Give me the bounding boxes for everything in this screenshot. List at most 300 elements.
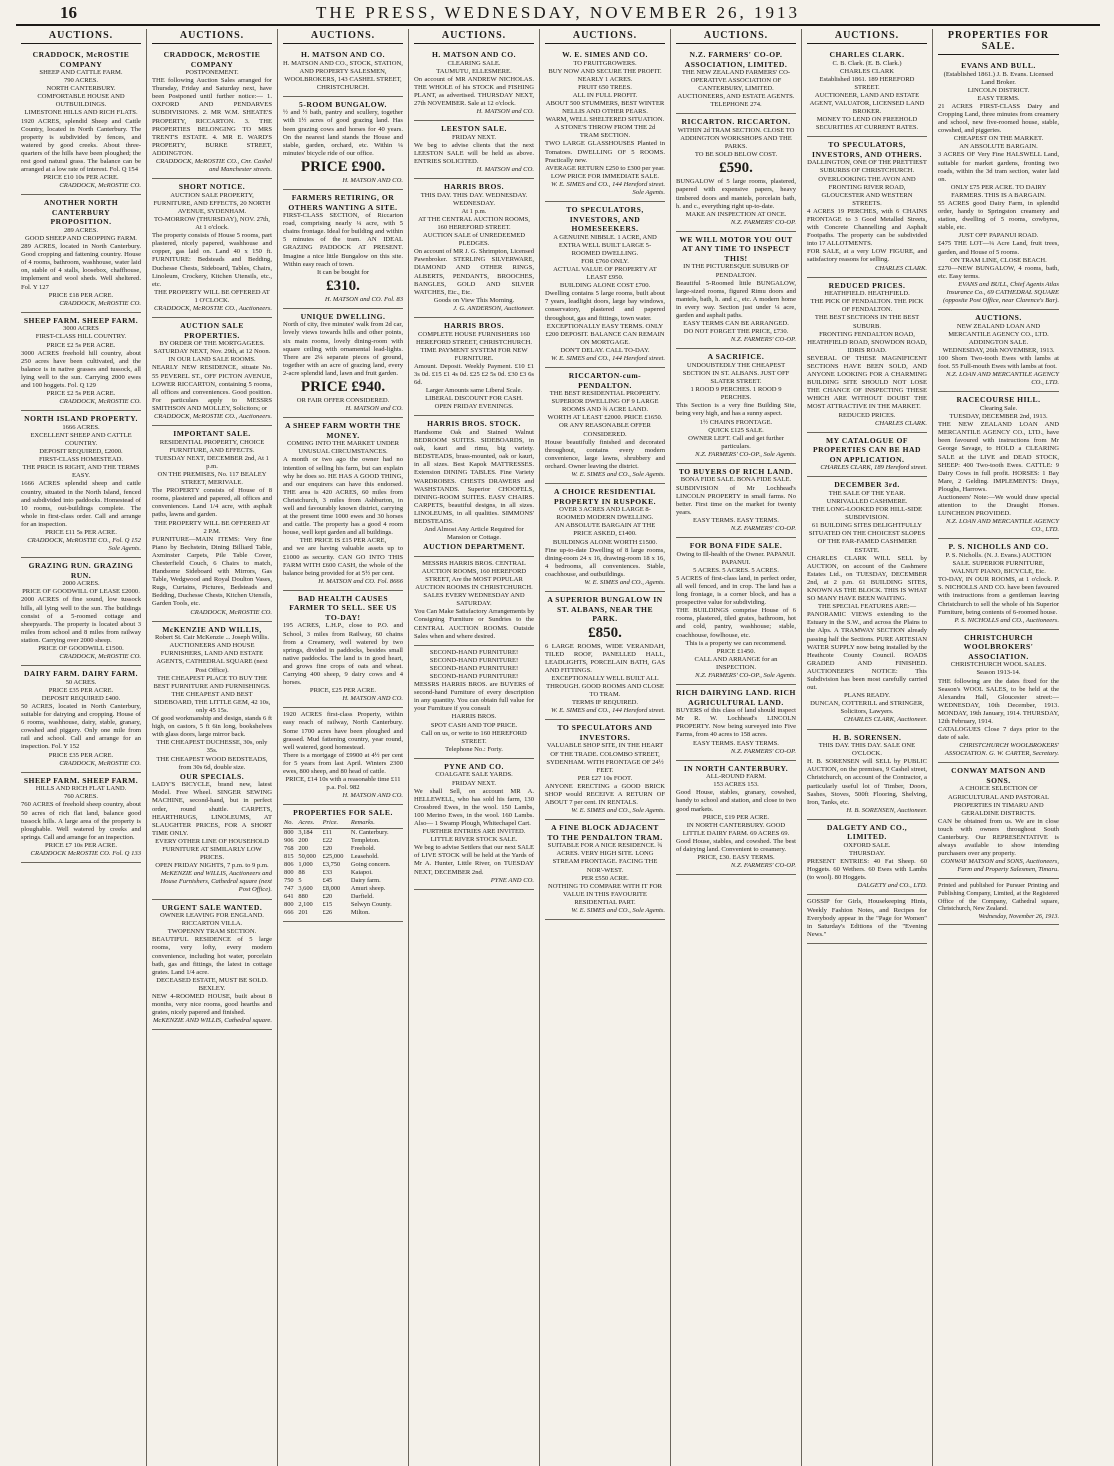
ad-heading: HARRIS BROS. — [443, 182, 504, 192]
ad-text: NOTHING TO COMPARE WITH IT FOR VALUE IN THIS FAVOURITE RESIDENTIAL PART. — [547, 882, 663, 906]
advertisement — [414, 557, 534, 646]
ad-text: COALGATE SALE YARDS. — [435, 771, 513, 779]
ad-text: BUILDING ALONE COST £700. — [559, 282, 651, 290]
table-cell: Selwyn County. — [350, 900, 392, 908]
ad-text: THE CHEAPEST DUCHESSE, 30s, only 35s. — [156, 739, 268, 755]
table-cell: 880 — [298, 892, 308, 900]
ad-text: SUPERIOR DWELLING OF 9 LARGE ROOMS AND ¾ ACRE LAND. — [551, 398, 659, 414]
ad-text: On account of MR J. G. Shrimpton, Licensed Pawnbroker. STERLING SILVERWARE, DIAMOND AND OTHER RINGS, ALBERTS, PENDANTS, BROOCHES, BANGLES, GOLD AND SILVER WATCHES, Etc., Etc. — [414, 248, 534, 296]
ad-heading: PYNE AND CO. — [444, 761, 504, 771]
ad-text: This is a property we can recommend. — [685, 639, 787, 647]
ad-text: AVERAGE RETURN £250 to £300 per year. — [545, 164, 665, 172]
ad-text: PRICE £2 5s PER ACRE. — [46, 390, 116, 398]
ad-signature: W. E. SIMES and CO., Sole Agents. — [571, 907, 665, 914]
ad-text: CHARLES CLARK WILL SELL by AUCTION, on account of the Cashmere Estates Ltd., on TUESDAY, DECEMBER 2nd, at 2 p.m. 61 BUILDING SITES, KNOWN AS THE BLOCK. THIS IS WHAT SO MANY HAVE BEEN WAITING. — [807, 554, 927, 603]
ad-text: 50 ACRES. — [65, 678, 97, 686]
ad-heading: DECEMBER 3rd. — [834, 480, 900, 490]
table-cell: 200 — [298, 836, 308, 844]
ad-heading: FOR BONA FIDE SALE. — [689, 541, 783, 551]
ad-text: HEATHFIELD. HEATHFIELD. — [824, 290, 910, 298]
ad-text: EXCELLENT SHEEP AND CATTLE COUNTRY. — [30, 431, 132, 447]
ad-text: THE NEW ZEALAND LOAN AND MERCANTILE AGENCY CO., LTD., have been favoured with instructions from Mr George Savage, to HOLD a CLEARING SALE at the LIVE and DEAD STOCK, SHEEP: 400 Two-tooth Ewes. CATTLE: 9 Dairy Cows in full profit. HORSES: 1 Bay Mare, 2 Gelding. IMPLEMENTS: Drays, Ploughs, Harrows. — [938, 421, 1059, 493]
ad-text: WARM, WELL SHELTERED SITUATION. A STONE'S THROW FROM THE 2d TRAM SECTION. — [545, 116, 665, 140]
ad-text: Established 1861. 189 HEREFORD STREET. — [819, 75, 915, 91]
ad-heading: GRAZING RUN. GRAZING RUN. — [28, 561, 134, 580]
ad-text: EXCEPTIONALLY WELL BUILT ALL THROUGH. GOOD ROOMS AND CLOSE TO TRAM. — [546, 674, 664, 699]
ad-signature: CRADDOCK McROSTIE CO. Fol. Q 133 — [30, 850, 141, 857]
ad-text: House beautifully finished and decorated throughout, contains every modern convenience, large lawns, shrubbery and orchard. Owner leaving the district. — [545, 438, 665, 470]
ad-text: £270—NEW BUNGALOW, 4 rooms, bath, etc. Easy terms. — [938, 264, 1059, 280]
ad-text: H. B. SORENSEN will SELL by PUBLIC AUCTION, on the premises, 9 Cashel street, Christchurch, on account of the Contractor, a particularly useful lot of Timber, Doors, Sashes, Stoves, 500ft Flooring, Shelving, Iron, Tanks, etc. — [807, 758, 927, 806]
ad-text: PRICE £7 10s PER ACRE. — [45, 841, 117, 849]
column-heading: AUCTIONS. — [21, 29, 141, 44]
table-cell: 2,100 — [298, 900, 313, 908]
table-cell: 3,184 — [298, 828, 313, 836]
ad-text: POSTPONEMENT. — [185, 69, 239, 76]
ad-text: The PROPERTY consists of House of 8 rooms, plastered and papered, all offices and conveniences. Land 1/4 acre, with asphalt paths, lawns and garden. — [152, 487, 272, 519]
advertisement — [152, 900, 272, 1031]
table-cell: 3,600 — [298, 884, 313, 892]
ad-text: CALL AND ARRANGE for an INSPECTION. — [694, 655, 778, 671]
ad-text: We shall Sell, on account MR A. HELLEWELL, who has sold his farm, 130 Crossbred Ewes, in the wool. 150 Lambs, 100 Merino Ewes, in the wool. 160 Lambs. Also— 1 Swamp Plough, Whitechapel Cart. — [414, 787, 534, 827]
ad-heading: CRADDOCK, McROSTIE COMPANY — [32, 50, 130, 69]
ad-heading: CONWAY MATSON AND SONS. — [951, 766, 1046, 785]
table-cell: 800 — [284, 900, 294, 908]
ad-text: EVERY OTHER LINE OF HOUSEHOLD FURNITURE AT SIMILARLY LOW PRICES. — [155, 837, 269, 862]
ad-text: AT THE CENTRAL AUCTION ROOMS, 160 HEREFORD STREET. — [418, 215, 530, 231]
ad-text: UNDOUBTEDLY THE CHEAPEST SECTION IN ST. ALBANS. JUST OFF SLATER STREET. — [682, 361, 790, 386]
ad-text: AUCTION SALE PROPERTY, FURNITURE, AND EFFECTS, 20 NORTH AVENUE, SYDENHAM. — [153, 191, 271, 215]
advertisement — [283, 805, 403, 922]
ad-text: OPEN FRIDAY NIGHTS, 7 p.m. to 9 p.m. — [155, 862, 269, 870]
advertisement — [21, 666, 141, 773]
ad-text: THURSDAY. — [848, 850, 886, 857]
ad-text: PRICE £35 PER ACRE. — [48, 686, 114, 694]
ad-text: ACTUAL VALUE OF PROPERTY AT LEAST £950. — [553, 265, 657, 282]
ad-text: LADY'S BICYCLE, brand new, latest Model. Free Wheel. SINGER SEWING MACHINE, second-hand, but in perfect order, round shuttle. CARPETS, HEARTHRUGS, LINOLEUMS, AT SLAUGHTER PRICES, FOR A SHORT TIME ONLY. — [152, 781, 272, 837]
ad-text: TO-DAY, IN OUR ROOMS, at 1 o'clock. P. S. NICHOLLS AND CO. have been favoured with instructions from a gentleman leaving Christchurch to sell the whole of his Superior Furniture, being contents of 6-roomed house. — [938, 576, 1059, 616]
ad-heading: SHEEP FARM. SHEEP FARM. — [23, 315, 139, 325]
table-row — [283, 909, 403, 917]
advertisement — [938, 539, 1059, 629]
ad-text: Clearing Sale. — [979, 404, 1018, 412]
ad-text: On account of MR ANDREW NICHOLAS. THE WHOLE of his STOCK and FISHING PLANT, as advertised. THURSDAY NEXT, 27th NOVEMBER. Sale at 12 o'clock. — [414, 75, 534, 107]
advertisement — [21, 313, 141, 411]
column-1 — [16, 29, 147, 1466]
ad-heading: CHARLES CLARK. — [829, 50, 905, 59]
ad-signature: H. MATSON and CO. — [476, 108, 534, 116]
ad-signature: W. E. SIMES and CO., Agents. — [584, 578, 665, 586]
ad-signature: CRADDOCK, McROSTIE CO. — [59, 398, 141, 406]
ad-signature: N.Z. FARMERS' CO-OP. — [730, 747, 796, 755]
ad-heading: AUCTIONS. — [975, 313, 1022, 323]
advertisement — [938, 310, 1059, 392]
ad-text: Robert St. Cair McKenzie ... Joseph Willis. AUCTIONEERS AND HOUSE FURNISHERS, LAND AND ESTATE AGENTS, CATHEDRAL SQUARE (next Post Office). — [154, 634, 270, 674]
ad-text: FOR SALE, at a very LOW FIGURE, and satisfactory reasons for selling. — [807, 248, 927, 264]
ad-signature: CHARLES CLARK. — [874, 419, 927, 427]
column-heading: AUCTIONS. — [676, 29, 796, 44]
ad-heading: McKENZIE AND WILLIS, — [162, 624, 262, 634]
advertisement — [807, 730, 927, 820]
ad-heading: W. E. SIMES AND CO. — [562, 50, 648, 59]
ad-text: CAN be obtained from us. We are in close touch with owners throughout South Canterbury. Our REPRESENTATIVE is always available to show intending purchasers over any property. — [938, 817, 1059, 858]
ad-text: WORTH AT LEAST £2000. PRICE £1650. — [547, 414, 663, 422]
advertisement — [807, 477, 927, 729]
ad-heading: RICH DAIRYING LAND. RICH AGRICULTURAL LAND. — [676, 688, 796, 707]
ad-text: SUITABLE FOR A NICE RESIDENCE. ¾ ACRES. VERY HIGH SITE. LONG STREAM FRONTAGE. FACING THE NOR'-WEST. — [547, 842, 663, 874]
ad-signature: W. E. SIMES and CO., 144 Hereford street. — [550, 355, 665, 362]
ad-text: 55 ACRES good Dairy Farm, in splendid order, handy to Springston creamery and station, dwelling of 5 rooms, cowbyres, stable, etc. — [938, 200, 1059, 232]
ad-text: 4 ACRES 19 PERCHES, with 6 CHAINS FRONTAGE to 3 Good Metalled Streets, with Concrete Channelling and Asphalt Footpaths. The property can be subdivided into 17 ALLOTMENTS. — [807, 207, 927, 248]
ad-signature: CONWAY MATSON and SONS, Auctioneers, Farm and Property Salesmen, Timaru. — [940, 858, 1059, 874]
ad-text: LIBERAL DISCOUNT FOR CASH. — [425, 395, 523, 403]
ad-text: IN OUR LAND SALE ROOMS. — [168, 356, 256, 364]
ad-heading: EVANS AND BULL. — [961, 61, 1036, 70]
ad-signature: CHRISTCHURCH WOOLBROKERS' ASSOCIATION. G. W. CARTER, Secretary. — [944, 742, 1059, 758]
ad-text: LOW PRICE FOR IMMEDIATE SALE. — [550, 172, 660, 180]
ad-text: OVER 3 ACRES AND LARGE 8-ROOMED MODERN DWELLING. — [556, 506, 654, 522]
ad-text: LIMESTONE HILLS AND RICH FLATS. — [24, 109, 138, 117]
ad-text: 289 ACRES. — [63, 226, 99, 234]
advertisement — [414, 646, 534, 759]
ad-signature: H. MATSON AND CO. — [342, 176, 403, 184]
advertisement — [21, 558, 141, 666]
ad-heading: A SHEEP FARM WORTH THE MONEY. — [285, 421, 401, 440]
ad-signature: CRADDOCK, McROSTIE CO., Cnr. Cashel and Manchester streets. — [155, 158, 272, 174]
ad-text: Telephone No.: Forty. — [445, 745, 503, 753]
ad-signature: CHARLES CLARK. — [874, 264, 927, 272]
ad-text: PRICE £1450. — [716, 647, 756, 655]
ad-heading: A CHOICE RESIDENTIAL PROPERTY IN RUSPOKE. — [553, 487, 657, 506]
ad-signature: CHARLES CLARK, 189 Hereford street. — [820, 464, 927, 472]
advertisement — [152, 179, 272, 318]
advertisement — [414, 47, 534, 121]
advertisement — [283, 97, 403, 190]
ad-text: THE BUILDINGS comprise House of 6 rooms, plastered, tiled grates, bathroom, hot and cold, pantry, washhouse; stable, coachhouse, fowlhouse, etc. — [676, 607, 796, 639]
ad-text: LITTLE RIVER STOCK SALE. — [430, 836, 518, 844]
ad-text: DALLINGTON, ONE OF THE PRETTIEST SUBURBS OF CHRISTCHURCH. — [807, 159, 927, 175]
ad-text: SEVERAL OF THESE MAGNIFICENT SECTIONS HAVE BEEN SOLD, AND ANYONE LOOKING FOR A CHARMING BUILDING SITE SHOULD NOT LOSE THE CHANCE OF INSPECTING THESE WHICH ARE WITHOUT DOUBT THE MOST ATTRACTIVE IN THE MARKET. — [807, 354, 927, 411]
ad-text: GOOD SHEEP AND CROPPING FARM. — [25, 235, 137, 242]
advertisement — [21, 47, 141, 195]
ad-text: 760 ACRES. — [63, 793, 99, 801]
ad-signature: N.Z. FARMERS' CO-OP. — [730, 862, 796, 870]
ad-text: TWOPENNY TRAM SECTION. — [167, 928, 257, 936]
ad-text: PRICE £35 PER ACRE. — [48, 751, 114, 759]
ad-text: PRICE £18 PER ACRE. — [48, 291, 114, 299]
ad-text: ON THE PREMISES, No. 117 BEALEY STREET, MERIVALE. — [157, 470, 267, 487]
ad-text: THE CHEAPEST AND BEST SIDEBOARD, THE LITTLE GEM, 42 10s, only 45 15s. — [153, 690, 271, 714]
ad-text: FOR £760 ONLY. — [581, 257, 629, 265]
ad-heading: A FINE BLOCK ADJACENT TO THE PENDALTON TRAM. — [547, 823, 663, 842]
table-cell: Dairy farm. — [350, 876, 381, 884]
ad-text: BUILDINGS ALONE WORTH £1500. — [552, 538, 658, 546]
ad-text: PRICE £2 5s PER ACRE. — [46, 341, 116, 349]
ad-text: WITHIN 2d TRAM SECTION. CLOSE TO ADDINGTON WORKSHOPS AND THE PARKS. — [677, 126, 795, 151]
ad-heading: REDUCED PRICES. — [828, 280, 906, 290]
advertisement — [21, 195, 141, 312]
table-row — [283, 869, 403, 877]
ad-price: £310. — [326, 277, 360, 294]
ad-signature: DALGETY and CO., LTD. — [857, 882, 927, 890]
column-7 — [802, 29, 933, 1466]
ad-text: 195 ACRES, L.H.P., close to P.O. and School, 3 miles from Railway, 60 chains from a Creamery, well watered by two springs, divided in paddocks, besides small native paddocks. The land is in good heart, and grows fine crops of oats and wheat. Carrying 400 sheep, 9 dairy cows and 4 horses. — [283, 622, 403, 687]
table-cell: £8,000 — [322, 884, 341, 892]
ad-text: MONEY TO LEND ON FREEHOLD SECURITIES AT CURRENT RATES. — [815, 116, 919, 132]
ad-text: DON'T DELAY. CALL TO-DAY. — [560, 346, 650, 354]
ad-text: THE NEW ZEALAND FARMERS' CO-OPERATIVE ASSOCIATION OF CANTERBURY, LIMITED. AUCTIONEERS, AND ESTATE AGENTS. — [677, 69, 795, 101]
ad-text: BUY NOW AND SECURE THE PROFIT. NEARLY 1 ACRES. — [548, 67, 662, 83]
table-cell: 50,000 — [298, 852, 316, 860]
column-heading: AUCTIONS. — [283, 29, 403, 44]
ad-text: And Almost Any Article Required for Mansion or Cottage. — [424, 526, 524, 542]
table-cell: Amuri sheep. — [350, 884, 386, 892]
ad-text: Good House, stables, and cowshed. The best of dairying land. Convenient to creamery. — [676, 837, 796, 854]
table-cell: Freehold. — [350, 844, 376, 852]
ad-heading: URGENT SALE WANTED. — [161, 902, 263, 912]
ad-signature: CRADDOCK, McROSTIE CO., Auctioneers. — [153, 305, 272, 313]
ad-text: HILLS AND RICH FLAT LAND. — [35, 785, 127, 793]
ad-signature: H. MATSON and CO. Fol. 8666 — [318, 577, 403, 585]
ad-text: DEPOSIT REQUIRED, £2000. — [39, 448, 123, 456]
ad-text: FRIDAY NEXT. — [451, 133, 497, 141]
ad-text: C. B. Clark. (E. B. Clark.) — [832, 59, 902, 67]
ad-text: and we are having valuable assets up to £1000 as security. CAN GO INTO THIS FARM WITH £600 CASH, the whole of the balance being provided for at 5½ per cent. — [283, 545, 403, 577]
ad-text: 289 ACRES, located in North Canterbury. Good cropping and fattening country. House of 4 rooms, bathroom, washhouse, water laid on, stable of 4 stalls, loosebox, chaffhouse, implement and wool sheds. Well sheltered. Fol. Y 127 — [21, 243, 141, 291]
ad-signature: N.Z. FARMERS' CO-OP. — [730, 336, 796, 344]
ad-text: THE SALE OF THE YEAR. — [828, 489, 906, 497]
ad-text: PRICE OF GOODWILL OF LEASE £2000. — [22, 588, 140, 596]
ad-text: COMING INTO THE MARKET UNDER UNUSUAL CIRCUMSTANCES. — [286, 440, 400, 456]
column-heading: PROPERTIES FOR SALE. — [938, 29, 1059, 55]
ad-text: SECOND-HAND FURNITURE! — [429, 656, 519, 664]
advertisement — [938, 630, 1059, 764]
ad-heading: P. S. NICHOLLS AND CO. — [948, 542, 1049, 552]
ad-text: TIME PAYMENT SYSTEM FOR NEW FURNITURE. — [420, 346, 528, 362]
ad-text: OPEN FRIDAY EVENINGS. — [434, 403, 514, 411]
ad-signature: H. MATSON and CO. Fol. 83 — [324, 295, 403, 303]
ad-signature: McKENZIE AND WILLIS, Cathedral square. — [152, 1017, 272, 1025]
ad-text: LINCOLN DISTRICT. — [967, 86, 1030, 94]
ad-heading: IMPORTANT SALE. — [173, 429, 251, 439]
ad-heading: SHORT NOTICE. — [178, 182, 246, 192]
printer-imprint — [938, 879, 1059, 925]
ad-heading: CRADDOCK, McROSTIE COMPANY — [163, 50, 261, 69]
table-cell: N. Canterbury. — [350, 828, 389, 836]
ad-signature: PYNE AND CO. — [490, 876, 534, 884]
ad-heading: BAD HEALTH CAUSES FARMER TO SELL. SEE US TO-DAY! — [289, 593, 397, 622]
ad-text: A month or two ago the owner had no intention of selling his farm, but can explain why he does so. HE HAS A GOOD THING, and our enquirers can have this endorsed. THE area is 420 ACRES, 60 miles from Christchurch, 3 miles from Ashburton, in well and favourably known district, carrying at the present time 1000 ewes and 30 horses and cattle. The property has a good 4 room house, well kept garden and all buildings. — [283, 456, 403, 537]
column-5 — [540, 29, 671, 1466]
ad-text: North of city, five minutes' walk from 2d car, lovely views towards hills and other points, six main rooms, lovely dining-room with square ceiling with ornamental lead-lights. There are 2¼ separate pieces of ground, together with an acre of grazing land, every 2-acre splendid land, lawn and fruit garden. — [283, 321, 403, 377]
ad-text: 1920 ACRES, splendid Sheep and Cattle Country, located in North Canterbury. The property is subdivided by fences, and watered by good creeks. About three-quarters of the hills have been ploughed; the rest good natural grass. The balance can be arranged at a low rate of interest. Fol. Q 154 — [21, 117, 141, 174]
ad-text: Dwelling contains 5 large rooms, built about 7 years, leadlight doors, large bay windows, conservatory, plastered and papered throughout, gas and fittings, town water. — [545, 290, 665, 322]
ad-text: WEDNESDAY, 26th NOVEMBER, 1913. — [942, 347, 1055, 354]
ad-text: 5 ACRES of first-class land, in perfect order, all well fenced, and in crop. The land has a long frontage, is a corner block, and has a prospective value for subdividing. — [676, 574, 796, 607]
ad-text: FIRST-CLASS HILL COUNTRY. — [35, 333, 127, 341]
ad-text: ADDINGTON SALE. — [968, 338, 1029, 346]
ad-text: 61 BUILDING SITES DELIGHTFULLY SITUATED ON THE CHOICEST SLOPES OF THE FAR-FAMED CASHMERE ESTATE. — [808, 522, 926, 554]
ad-text: H. MATSON AND CO., STOCK, STATION, AND PROPERTY SALESMEN, WOOLBROKERS, 143 CASHEL STREET, CHRISTCHURCH. — [283, 59, 403, 91]
table-cell: Milton. — [350, 908, 370, 916]
ad-text: PRICE OF GOODWILL £1500. — [38, 645, 124, 653]
table-cell: 768 — [284, 844, 294, 852]
masthead — [16, 0, 1100, 26]
ad-signature: W. E. SIMES and CO., 144 Hereford street. — [550, 707, 665, 715]
ad-text: THE BEST SECTIONS IN THE BEST SUBURB. — [814, 314, 920, 330]
columns — [16, 29, 1100, 1466]
advertisement — [545, 720, 665, 820]
ad-text: THE BEST RESIDENTIAL PROPERTY. — [549, 390, 661, 398]
ad-heading: H. MATSON AND CO. — [300, 50, 386, 59]
ad-text: This Section is a very fine Building Site, being very high, and has a sunny aspect. — [676, 402, 796, 418]
ad-signature: CRADDOCK, McROSTIE CO. — [190, 608, 272, 616]
ad-text: Good House, stables, granary, cowshed, handy to school and station, and close to two good markets. — [676, 789, 796, 813]
ad-signature: CHARLES CLARK, Auctioneer. — [843, 716, 927, 724]
advertisement — [676, 685, 796, 761]
ad-text: DO NOT FORGET THE PRICE, £730. — [683, 328, 789, 336]
table-header-cell: Acres. — [297, 818, 321, 829]
ad-text: SPOT CASH AND TOP PRICE. — [430, 721, 518, 729]
ad-text: 1 ROOD 9 PERCHES. 1 ROOD 9 PERCHES. — [690, 386, 782, 402]
ad-text: 5 ACRES. 5 ACRES. 5 ACRES. — [693, 566, 779, 574]
ad-text: TO-MORROW (THURSDAY), NOV. 27th, At 1 o'clock. — [154, 216, 270, 232]
ad-signature: P. S. NICHOLLS and CO., Auctioneers. — [954, 616, 1059, 624]
ad-text: Handsome Oak and Stained Walnut BEDROOM SUITES. SIDEBOARDS, in oak, kauri and rimu, big variety. BEDSTEADS, brass-mounted, oak or kauri, in all sizes. Best Kapok MATTRESSES. Extension DINING TABLES. Fine Variety WARDROBES. CHESTS DRAWERS and WASHSTANDS. Superior CHOOFELS, DINING-ROOM SUITES. EASY CHAIRS. CARPETS, beautiful designs, in all sizes. LINOLEUMS, in all qualities. SIMMONS' BEDSTEADS. — [414, 428, 534, 525]
ad-text: TELEPHONE 274. — [710, 101, 762, 109]
advertisement — [807, 433, 927, 478]
ad-text: 3000 ACRES — [63, 325, 99, 333]
table-cell: 747 — [284, 884, 294, 892]
ad-signature: N.Z. FARMERS' CO-OP. — [730, 218, 796, 226]
ad-text: Amount. Deposit. Weekly Payment. £10 £1 3s 0d. £15 £1 4s 0d. £25 £2 5s 0d. £30 £3 6s 6d. — [414, 362, 534, 387]
table-cell: £22 — [322, 836, 333, 844]
table-cell: £20 — [322, 892, 333, 900]
advertisement — [414, 121, 534, 179]
ad-text: MESSRS HARRIS BROS. CENTRAL AUCTION ROOMS, 160 HEREFORD STREET, Are the MOST POPULAR AUCTION ROOMS IN CHRISTCHURCH. — [415, 559, 533, 592]
table-row — [283, 893, 403, 901]
ad-text: AUCTION SALE of UNREDEEMED PLEDGES. — [422, 232, 525, 248]
ad-text: IN NORTH CANTERBURY. GOOD LITTLE DAIRY FARM. 69 ACRES 69. — [682, 821, 790, 837]
ad-text: There is a mortgage of £9900 at 4½ per cent for 5 years from last April. Winters 2300 ewes, 800 sheep, and 80 head of cattle. — [283, 751, 403, 775]
advertisement — [414, 179, 534, 318]
advertisement — [676, 538, 796, 685]
ad-text: CHARLES CLARK — [839, 67, 895, 75]
ad-text: THE LONG-LOOKED FOR HILL-SIDE SUBDIVISION. — [811, 506, 923, 522]
ad-heading: RICCARTON. RICCARTON. — [681, 117, 791, 127]
ad-text: 790 ACRES. — [63, 77, 99, 85]
ad-signature: J. G. ANDERSON, Auctioneer. — [453, 304, 534, 312]
ad-heading: N.Z. FARMERS' CO-OP. ASSOCIATION, LIMITED. — [684, 50, 788, 69]
ad-text: PRESENT ENTRIES: 40 Fat Sheep. 60 Hoggets. 60 Wethers. 60 Ewes with Lambs (to wool). 80 Hoggets. — [807, 858, 927, 882]
ad-signature: McKENZIE and WILLIS, Auctioneers and House Furnishers, Cathedral square (next Post Office). — [160, 870, 272, 894]
ad-text: TUESDAY, DECEMBER 2nd, 1913. — [949, 413, 1048, 421]
table-cell: 750 — [284, 876, 294, 884]
ad-text: DEPOSIT REQUIRED £400. — [41, 694, 121, 702]
ad-signature: W. E. SIMES and CO., 144 Hereford street. Sole Agents. — [550, 180, 665, 196]
ad-text: TAUMUTU, ELLESMERE. — [436, 67, 512, 75]
ad-text: FIRST-CLASS HOMESTEAD. — [38, 456, 124, 464]
ad-text: ANYONE ERECTING a GOOD BRICK SHOP would RECEIVE A RETURN OF ABOUT 7 per cent. IN RENTALS. — [545, 782, 665, 807]
ad-text: 3 ACRES OF Very Fine HALSWELL Land, suitable for market gardens, fronting two roads, within the 3d tram section, water laid on. — [938, 151, 1059, 183]
table-cell: 906 — [284, 836, 294, 844]
ad-text: Printed and published for Pursuer Printing and Publishing Company, Limited, at the Registered Office of the Company, Cathedral square, Christchurch, New Zealand. — [938, 882, 1059, 913]
ad-text: THIS DAY. THIS DAY. WEDNESDAY. WEDNESDAY. — [420, 191, 528, 207]
ad-text: AN ABSOLUTE BARGAIN AT THE PRICE ASKED, £1400. — [554, 522, 656, 538]
ad-signature: EVANS and BULL, Chief Agents Atlas Insurance Co., 69 CATHEDRAL SQUARE (opposite Post Office, near Clarence's Bar). — [943, 280, 1059, 305]
table-cell: Darfield. — [350, 892, 374, 900]
ad-heading: 5-ROOM BUNGALOW. — [299, 99, 387, 109]
ad-signature: N.Z. FARMERS' CO-OP. — [730, 525, 796, 533]
ad-text: 760 ACRES of freehold sheep country, about 50 acres of rich flat land, balance good tussock hills. A large area of the property is ploughable. Well watered by creeks and springs. Call and arrange for an inspection. — [21, 801, 141, 841]
table-cell: £20 — [322, 844, 333, 852]
ad-signature: N.Z. FARMERS' CO-OP., Sole Agents. — [695, 672, 796, 680]
advertisement — [676, 349, 796, 464]
ad-text: A CHOICE SELECTION OF AGRICULTURAL AND PASTORAL PROPERTIES IN TIMARU AND GERALDINE DISTRICTS. — [948, 785, 1049, 817]
ad-text: ½ and ½ bath, pantry and scullery, together with 1½ acres of good grazing land. Has been grazing cows and horses for 40 years. On the nearest land stands the House and stable, garden, orchard, etc. Within ¼ minutes' bicycle ride of our office. — [283, 109, 403, 157]
ad-text: EXCEPTIONALLY EASY TERMS. ONLY £200 DEPOSIT. BALANCE CAN REMAIN ON MORTGAGE. — [545, 322, 665, 346]
ad-price: PRICE £900. — [300, 158, 386, 175]
advertisement — [545, 202, 665, 368]
ad-text: A GENUINE NIBBLE. 1 ACRE, AND EXTRA WELL BUILT LARGE 5-ROOMED DWELLING. — [553, 233, 657, 257]
ad-text: ON TRAM LINE, CLOSE BEACH. — [950, 256, 1047, 264]
ad-text: 153 ACRES 153. — [713, 781, 759, 789]
ad-heading: HARRIS BROS. STOCK. — [427, 419, 521, 429]
ad-text: FRONTING FENDALTON ROAD, HEATHFIELD ROAD, SNOWDON ROAD, IDRIS ROAD. — [807, 330, 927, 354]
table-header-cell: Price. — [322, 818, 350, 829]
ad-text: 1920 ACRES first-class Property, within easy reach of railway, North Canterbury. Some 1700 acres have been ploughed and grassed. Mud fattening country, year round, well watered, good homestead. — [283, 711, 403, 751]
advertisement — [938, 763, 1059, 879]
advertisement — [938, 392, 1059, 539]
ad-text: EASY TERMS CAN BE ARRANGED. — [683, 320, 789, 328]
ad-text: PRICE, £14 10s with a reasonable time £11 p.a. Fol. 982 — [285, 776, 401, 792]
ad-signature: W. E. SIMES and CO., Sole Agents. — [571, 471, 665, 479]
advertisement — [283, 591, 403, 708]
ad-text: 2000 ACRES. — [62, 580, 100, 588]
column-8 — [933, 29, 1064, 1466]
ad-signature: CRADDOCK, McROSTIE CO., Fol. Q 152 Sole Agents. — [27, 537, 141, 553]
ad-text: OVERLOOKING THE AVON AND FRONTING RIVER ROAD, GLOUCESTER AND WESTERN STREETS. — [818, 175, 916, 207]
ad-text: TO FRUITGROWERS. — [573, 59, 637, 67]
ad-text: SATURDAY NEXT, Nov. 29th, at 12 Noon. — [153, 348, 271, 356]
ad-text: PANORAMIC VIEWS extending to the Estuary in the S.W., and across the Plains to the Alps. A TRAMWAY SECTION already passing half the Sections. PURE ARTESIAN WATER SUPPLY now being installed by the Heathcote County Council. ROADS GRADED AND FINISHED. AUCTIONEER'S NOTICE: This Subdivision has been most carefully carried out. — [807, 611, 927, 692]
ad-signature: CRADDOCK, McROSTIE CO. — [59, 759, 141, 767]
ad-text: FRUIT 650 TREES. — [578, 83, 632, 91]
ad-text: FIRST-CLASS SECTION, of Riccarton road, comprising nearly ¼ acre, with 5 chains frontage. Ideal for building and within 5 minutes of the tram. AN IDEAL GRAZING PADDOCK AT PRESENT. Imagine a nice little Bungalow on this site. Within easy reach of town. — [283, 212, 403, 268]
ad-text: GOSSIP for Girls, Housekeeping Hints, Weekly Fashion Notes, and Recipes for Everybody appear in the "Page for Women" in Saturday's Editions of the "Evening News." — [807, 898, 927, 938]
ad-text: THE CHEAPEST PLACE TO BUY THE BEST FURNITURE AND FURNISHINGS. — [153, 674, 271, 690]
ad-text: NEW ZEALAND LOAN AND MERCANTILE AGENCY CO., LTD. — [948, 322, 1049, 338]
ad-signature: H. B. SORENSEN, Auctioneer. — [846, 806, 927, 814]
ad-heading: MY CATALOGUE OF PROPERTIES CAN BE HAD ON APPLICATION. — [813, 435, 921, 464]
ad-text: TO BE SOLD BELOW COST. — [694, 151, 778, 159]
advertisement — [283, 47, 403, 97]
ad-text: At 1 p.m. — [461, 207, 487, 215]
ad-text: 50 ACRES, located in North Canterbury, suitable for dairying and cropping. House of 6 rooms, washhouse, dairy, stable, granary, cowshed and piggery. Only one mile from rail and school. Call and arrange for an inspection. Fol. Y 152 — [21, 703, 141, 751]
ad-text: THE CHEAPEST WOOD BEDSTEADS, from 30s 6d, double size. — [156, 755, 268, 771]
table-row — [283, 828, 403, 837]
ad-text: PRICE, £19 PER ACRE. — [702, 813, 770, 821]
ad-text: SECOND-HAND FURNITURE! — [429, 673, 519, 680]
advertisement — [676, 464, 796, 538]
column-heading: AUCTIONS. — [807, 29, 927, 44]
ad-text: THE PRICE IS £15 PER ACRE, — [299, 537, 387, 545]
ad-text: 6 LARGE ROOMS, WIDE VERANDAH, TILED ROOF, PANELLED HALL, LEADLIGHTS, PORCELAIN BATH, GAS AND FITTINGS. — [545, 642, 665, 674]
ad-heading: DALGETY AND CO., LIMITED. — [826, 822, 908, 842]
ad-text: The property consists of House 5 rooms, part plastered, nicely papered, washhouse and copper, gas laid on. Land 40 x 150 ft. FURNITURE: Bedsteads and Bedding, Duchesse Chests, Sideboard, Tables, Chairs, Linoleum, Crockery, Kitchen Utensils, etc., etc. — [152, 232, 272, 288]
ad-text: OWNER LEAVING FOR ENGLAND. RICCARTON VILLA. — [160, 912, 264, 928]
ad-text: PLANS READY. — [843, 692, 891, 700]
